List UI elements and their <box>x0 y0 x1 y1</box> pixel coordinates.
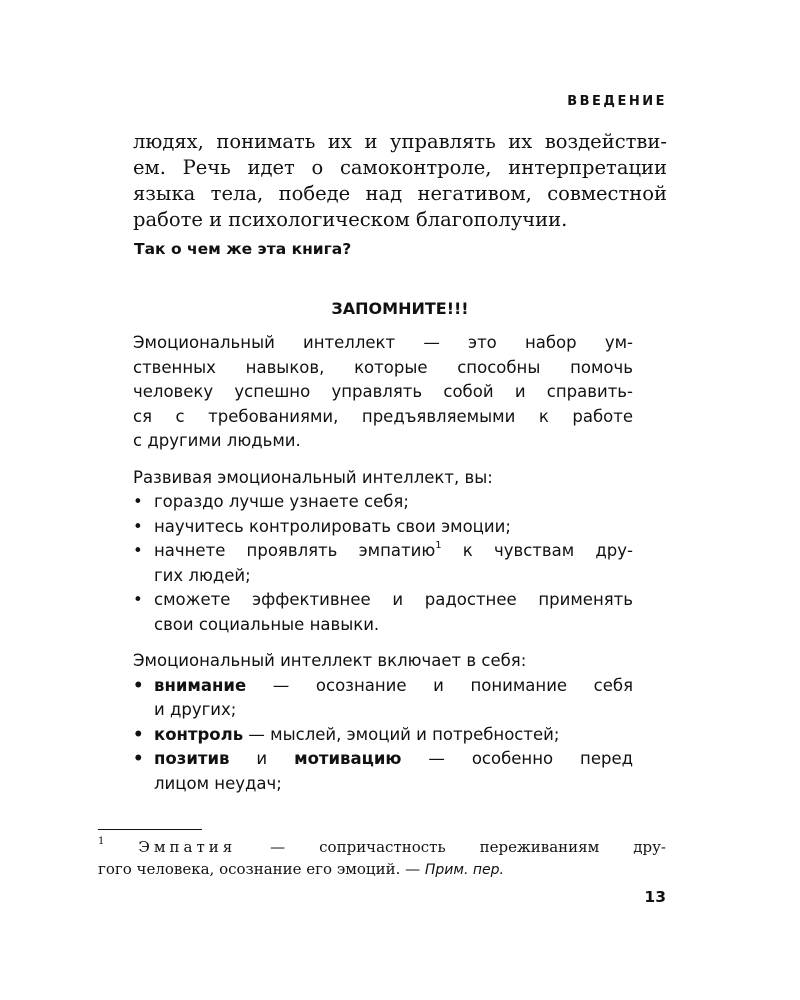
section-question: Так о чем же эта книга? <box>134 240 352 258</box>
bullet-icon: • <box>133 590 143 609</box>
list-item-line <box>154 674 633 699</box>
bullet-icon: • <box>133 749 144 768</box>
footnote-text: — сопричастность переживаниям дру- <box>236 838 666 856</box>
includes-list <box>133 674 633 797</box>
includes-intro: Эмоциональный интеллект включает в себя: <box>133 651 527 670</box>
list-item-line: гих людей; <box>154 565 251 585</box>
bullet-icon: • <box>133 724 144 744</box>
footnote <box>98 836 666 881</box>
definition-line: ственных навыков, которые способны помочь <box>133 357 633 377</box>
term-bold: мотивацию <box>294 749 402 768</box>
intro-line: людях, понимать их и управлять их воздействи- <box>133 130 667 153</box>
footnote-text: гого человека, осознание его эмоций. — <box>98 860 425 878</box>
list-item <box>133 674 633 723</box>
intro-line: языка тела, победе над негативом, совместной <box>133 182 667 205</box>
list-item-line <box>154 539 633 564</box>
running-head: ВВЕДЕНИЕ <box>567 94 667 109</box>
list-item <box>133 515 633 540</box>
list-item <box>133 539 633 588</box>
page-number: 13 <box>644 888 666 906</box>
translator-note: Прим. пер. <box>424 862 504 878</box>
list-item-text: к чувствам дру- <box>441 541 633 560</box>
remember-box <box>133 331 633 796</box>
list-item-text: и <box>229 749 295 768</box>
term-bold: позитив <box>154 749 230 768</box>
list-item-text: гораздо лучше узнаете себя; <box>154 492 409 511</box>
list-item-text: — особенно перед <box>401 749 634 768</box>
footnote-divider <box>98 829 202 830</box>
list-item-line: лицом неудач; <box>154 773 282 793</box>
intro-line: ем. Речь идет о самоконтроле, интерпретации <box>133 156 667 179</box>
remember-title: ЗАПОМНИТЕ!!! <box>331 299 469 318</box>
develop-list <box>133 490 633 637</box>
bullet-icon: • <box>133 516 143 536</box>
definition-line: Эмоциональный интеллект — это набор ум- <box>133 333 633 352</box>
definition-line: ся с требованиями, предъявляемыми к работе <box>133 406 633 426</box>
definition-paragraph <box>133 331 633 454</box>
list-item <box>133 747 633 796</box>
develop-intro: Развивая эмоциональный интеллект, вы: <box>133 467 493 487</box>
list-item-text: — осознание и понимание себя <box>246 675 633 695</box>
bullet-icon: • <box>133 675 144 695</box>
footnote-term: Эмпатия <box>138 838 237 856</box>
list-item-line <box>154 725 559 744</box>
list-item <box>133 723 633 748</box>
term-bold: контроль <box>154 724 244 744</box>
intro-paragraph <box>133 129 667 233</box>
list-item <box>133 490 633 515</box>
term-bold: внимание <box>154 675 247 695</box>
bullet-icon: • <box>133 492 143 511</box>
footnote-ref: 1 <box>435 539 442 551</box>
footnote-line <box>98 858 666 881</box>
footnote-number: 1 <box>98 836 105 847</box>
list-item-line: сможете эффективнее и радостнее применять <box>154 590 633 609</box>
list-item-line: и других; <box>154 700 237 719</box>
definition-line: человеку успешно управлять собой и справить- <box>133 382 633 401</box>
list-item-text: научитесь контролировать свои эмоции; <box>154 516 511 536</box>
bullet-icon: • <box>133 541 143 560</box>
definition-line: с другими людьми. <box>133 431 301 450</box>
list-item-text: начнете проявлять эмпатию <box>154 541 436 560</box>
list-item-line <box>154 747 633 772</box>
intro-line: работе и психологическом благополучии. <box>133 208 568 231</box>
list-item <box>133 588 633 637</box>
footnote-line <box>98 836 666 858</box>
list-item-text: — мыслей, эмоций и потребностей; <box>243 724 560 744</box>
list-item-line: свои социальные навыки. <box>154 614 380 634</box>
